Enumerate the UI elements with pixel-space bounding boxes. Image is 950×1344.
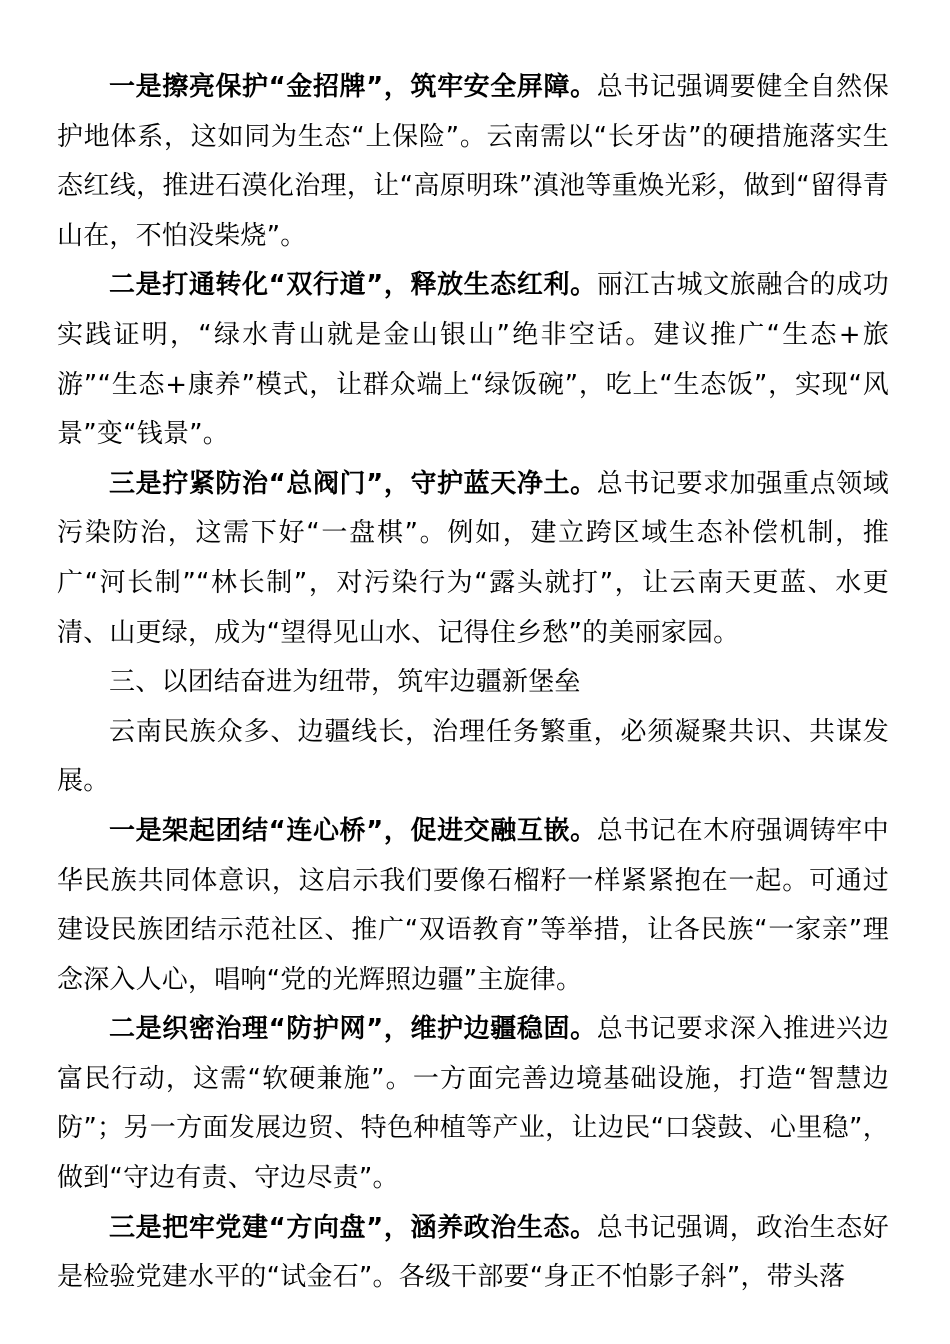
paragraph-body: 云南民族众多、边疆线长，治理任务繁重，必须凝聚共识、共谋发展。 [57, 716, 889, 797]
paragraph-intro [57, 708, 889, 807]
paragraph-lead: 三是拧紧防治“总阀门”，守护蓝天净土。 [109, 468, 597, 499]
paragraph-protect-brand [57, 63, 889, 261]
paragraph-lead: 二是打通转化“双行道”，释放生态红利。 [109, 270, 597, 301]
paragraph-body: 丽江古城文旅融合的成功实践证明，“绿水青山就是金山银山”绝非空话。建议推广“生态+旅游”“生态+康养”模式，让群众端上“绿饭碗”，吃上“生态饭”，实现“风景”变“钱景”。 [57, 270, 889, 450]
paragraph-body: 总书记在木府强调铸牢中华民族共同体意识，这启示我们要像石榴籽一样紧紧抱在一起。可通过建设民族团结示范社区、推广“双语教育”等举措，让各民族“一家亲”理念深入人心，唱响“党的光辉照边疆”主旋律。 [57, 815, 889, 995]
paragraph-party-building [57, 1204, 889, 1303]
section-heading-text: 三、以团结奋进为纽带，筑牢边疆新堡垒 [109, 667, 581, 698]
section-heading [57, 658, 889, 708]
paragraph-governance-net [57, 1005, 889, 1203]
paragraph-lead: 二是织密治理“防护网”，维护边疆稳固。 [109, 1014, 597, 1045]
paragraph-unity-bridge [57, 807, 889, 1005]
paragraph-lead: 一是架起团结“连心桥”，促进交融互嵌。 [109, 815, 597, 846]
paragraph-lead: 三是把牢党建“方向盘”，涵养政治生态。 [109, 1212, 597, 1243]
paragraph-dual-path [57, 261, 889, 459]
paragraph-pollution-control [57, 460, 889, 658]
paragraph-body: 总书记要求加强重点领域污染防治，这需下好“一盘棋”。例如，建立跨区域生态补偿机制，推广“河长制”“林长制”，对污染行为“露头就打”，让云南天更蓝、水更清、山更绿，成为“望得见山水、记得住乡愁”的美丽家园。 [57, 468, 889, 648]
document-page [57, 63, 889, 1303]
paragraph-body: 总书记强调要健全自然保护地体系，这如同为生态“上保险”。云南需以“长牙齿”的硬措施落实生态红线，推进石漠化治理，让“高原明珠”滇池等重焕光彩，做到“留得青山在，不怕没柴烧”。 [57, 72, 889, 251]
paragraph-lead: 一是擦亮保护“金招牌”，筑牢安全屏障。 [109, 72, 597, 102]
paragraph-body: 总书记要求深入推进兴边富民行动，这需“软硬兼施”。一方面完善边境基础设施，打造“智慧边防”；另一方面发展边贸、特色种植等产业，让边民“口袋鼓、心里稳”，做到“守边有责、守边尽责”。 [57, 1014, 889, 1194]
paragraph-body: 总书记强调，政治生态好是检验党建水平的“试金石”。各级干部要“身正不怕影子斜”，带头落 [57, 1212, 889, 1293]
